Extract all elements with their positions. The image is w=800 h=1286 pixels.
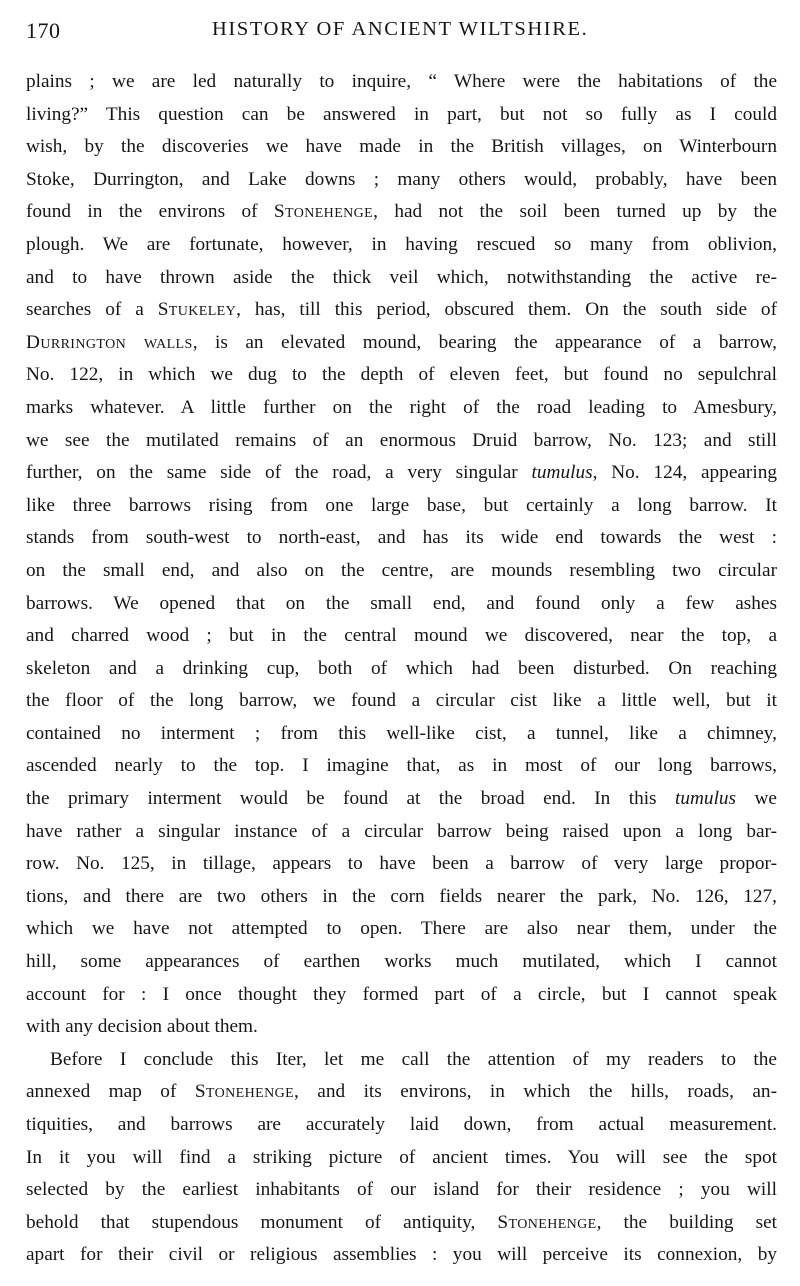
text-segment: on the small end, and also on the centre, are mounds resembling two circular [26,559,777,581]
text-line [26,913,777,946]
text-segment: with any decision about them. [26,1016,258,1038]
text-segment: No. 122, in which we dug to the depth of eleven feet, but found no sepulchral [26,364,777,386]
text-segment: , the building set [596,1211,778,1233]
text-segment: stands from south-west to north-east, and has its wide end towards the west : [26,527,777,549]
text-line [26,1109,777,1142]
text-segment: selected by the earliest inhabitants of our island for their residence ; you will [26,1179,777,1201]
small-caps-name: Stukeley [157,299,237,321]
text-segment: marks whatever. A little further on the right of the road leading to Amesbury, [26,396,777,418]
text-segment: plains ; we are led naturally to inquire, “ Where were the habitations of the [26,71,777,92]
text-line [26,1239,777,1272]
text-segment: like three barrows rising from one large base, but certainly a long barrow. It [26,494,777,516]
text-segment: searches of a [26,299,158,321]
text-segment: the floor of the long barrow, we found a circular cist like a little well, but it [26,690,777,712]
text-segment: which we have not attempted to open. There are also near them, under the [26,918,777,940]
text-segment: skeleton and a drinking cup, both of which had been disturbed. On reaching [26,657,777,679]
text-segment: we see the mutilated remains of an enormous Druid barrow, No. 123; and still [26,429,777,451]
text-segment: apart for their civil or religious assemblies : you will perceive its connexion, by [26,1244,777,1266]
text-line [26,685,777,718]
text-line [26,327,777,360]
text-line [26,783,777,816]
text-line [26,1044,777,1077]
text-line [26,588,777,621]
text-line [26,66,777,99]
text-line [26,1076,777,1109]
small-caps-name: Stonehenge [194,1081,295,1103]
small-caps-name: Stonehenge [497,1211,597,1233]
text-line [26,653,777,686]
text-line [26,425,777,458]
text-segment: living?” This question can be answered in part, but not so fully as I could [26,103,777,125]
text-line [26,392,777,425]
text-segment: have rather a singular instance of a circular barrow being raised upon a long bar- [26,820,777,842]
text-line [26,229,777,262]
text-segment: row. No. 125, in tillage, appears to have been a barrow of very large propor- [26,853,777,875]
text-segment: further, on the same side of the road, a very singular [26,462,532,484]
text-segment: tions, and there are two others in the corn fields nearer the park, No. 126, 127, [26,885,777,907]
text-segment: hill, some appearances of earthen works much mutilated, which I cannot [26,951,777,973]
text-line [26,131,777,164]
text-segment: , is an elevated mound, bearing the appearance of a barrow, [192,331,778,353]
italic-term: tumulus [675,788,737,810]
italic-term: tumulus [531,462,593,484]
text-segment: we [736,788,777,810]
text-line [26,555,777,588]
running-title: HISTORY OF ANCIENT WILTSHIRE. [212,18,589,40]
text-segment: wish, by the discoveries we have made in the British villages, on Winterbourn [26,136,777,158]
text-line [26,750,777,783]
page-number: 170 [26,18,61,43]
text-segment: annexed map of [26,1081,195,1103]
text-line [26,522,777,555]
text-segment: account for : I once thought they formed part of a circle, but I cannot speak [26,983,777,1005]
text-line [26,881,777,914]
text-line [26,99,777,132]
text-line [26,848,777,881]
text-line [26,1174,777,1207]
text-segment: behold that stupendous monument of antiquity, [26,1211,498,1233]
text-segment: tiquities, and barrows are accurately laid down, from actual measurement. [26,1114,777,1135]
text-line [26,490,777,523]
text-segment: Before I conclude this Iter, let me call the attention of my readers to the [50,1048,777,1070]
text-segment: In it you will find a striking picture of ancient times. You will see the spot [26,1146,777,1168]
text-line [26,1207,777,1240]
text-line [26,359,777,392]
text-segment: found in the environs of [26,201,274,223]
text-segment: , has, till this period, obscured them. On the south side of [236,299,777,321]
text-line [26,718,777,751]
text-segment: Stoke, Durrington, and Lake downs ; many others would, probably, have been [26,168,777,190]
small-caps-name: Durrington walls [26,331,193,353]
body-text [26,66,777,1272]
small-caps-name: Stonehenge [273,201,374,223]
text-segment: ascended nearly to the top. I imagine that, as in most of our long barrows, [26,755,777,777]
text-line [26,816,777,849]
text-segment: and to have thrown aside the thick veil which, notwithstanding the active re- [26,266,777,288]
text-line [26,164,777,197]
text-segment: , and its environs, in which the hills, roads, an- [294,1081,777,1103]
text-line [26,457,777,490]
page-header [26,18,778,52]
text-segment: plough. We are fortunate, however, in having rescued so many from oblivion, [26,233,777,255]
text-line [26,196,777,229]
text-line [26,620,777,653]
text-line [26,262,777,295]
text-line [26,1011,777,1044]
text-segment: contained no interment ; from this well-like cist, a tunnel, like a chimney, [26,722,777,744]
text-segment: barrows. We opened that on the small end, and found only a few ashes [26,592,777,614]
text-segment: the primary interment would be found at the broad end. In this [26,788,675,810]
text-line [26,1142,777,1175]
text-segment: , No. 124, appearing [592,462,777,484]
text-segment: and charred wood ; but in the central mound we discovered, near the top, a [26,625,777,647]
text-line [26,979,777,1012]
text-line [26,946,777,979]
text-line [26,294,777,327]
text-segment: , had not the soil been turned up by the [373,201,777,223]
